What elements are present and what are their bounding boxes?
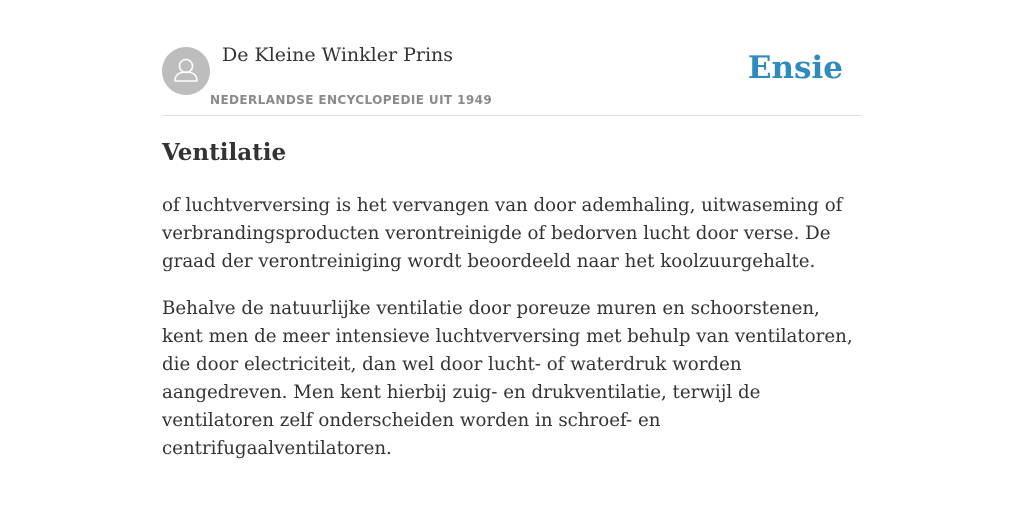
source-subtitle: NEDERLANDSE ENCYCLOPEDIE UIT 1949: [210, 93, 493, 107]
article-body: [162, 192, 862, 482]
source-title[interactable]: De Kleine Winkler Prins: [222, 44, 454, 66]
brand-logo[interactable]: Ensie: [747, 50, 843, 86]
source-header: [162, 0, 862, 116]
article-paragraph: Behalve de natuurlijke ventilatie door poreuze muren en schoorstenen, kent men de meer intensieve luchtverversing met behulp van ventilatoren, die door electriciteit, dan wel door lucht- of waterdruk worden aangedreven. Men kent hierbij zuig- en drukventilatie, terwijl de ventilatoren zelf onderscheiden worden in schroef- en centrifugaalventilatoren.: [162, 298, 853, 459]
article-title: Ventilatie: [162, 139, 287, 166]
source-avatar[interactable]: [162, 47, 210, 95]
user-icon: [162, 47, 210, 95]
article-paragraph: of luchtverversing is het vervangen van door ademhaling, uitwaseming of verbrandingsproducten verontreinigde of bedorven lucht door verse. De graad der verontreiniging wordt beoordeeld naar het koolzuurgehalte.: [162, 195, 843, 272]
article-card: [162, 0, 862, 459]
